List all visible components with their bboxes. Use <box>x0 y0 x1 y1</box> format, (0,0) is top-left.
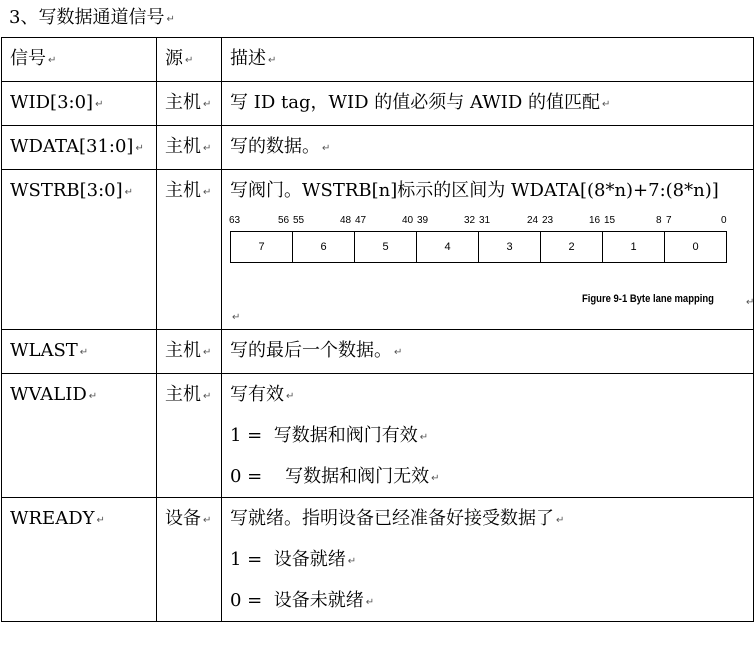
signal-description: 写有效 ↵ 1 = 写数据和阀门有效 ↵ 0 = 写数据和阀门无效 ↵ <box>222 374 754 498</box>
signal-name: WVALID ↵ <box>2 374 157 498</box>
bit-label: 8 <box>656 215 662 226</box>
table-row <box>2 82 754 126</box>
bit-label: 47 <box>355 215 367 226</box>
bit-label: 63 <box>229 215 241 226</box>
signal-description: 写就绪。指明设备已经准备好接受数据了 ↵ 1 = 设备就绪 ↵ 0 = 设备未就绪 ↵ <box>222 498 754 622</box>
section-heading: 3、写数据通道信号 ↵ <box>9 7 175 28</box>
table-row <box>2 126 754 170</box>
figure-caption: Figure 9-1 Byte lane mapping <box>582 293 714 305</box>
bit-label: 23 <box>542 215 554 226</box>
signal-description: 写的数据。 ↵ <box>222 126 754 170</box>
signal-name: WLAST ↵ <box>2 330 157 374</box>
byte-lane: 3 <box>479 232 541 262</box>
byte-lane: 1 <box>603 232 665 262</box>
signal-name: WID[3:0] ↵ <box>2 82 157 126</box>
byte-lane: 4 <box>417 232 479 262</box>
signal-source: 主机 ↵ <box>157 330 222 374</box>
signal-description: 写的最后一个数据。 ↵ <box>222 330 754 374</box>
bit-label: 16 <box>589 215 601 226</box>
signal-name: WDATA[31:0] ↵ <box>2 126 157 170</box>
header-source: 源 ↵ <box>157 38 222 82</box>
signal-table <box>1 37 754 622</box>
byte-lane-figure: 63 56 55 48 47 40 39 32 31 24 23 16 15 8 7 0 7 6 5 4 3 2 1 0 Figure 9-1 Byte lane mapping ↵ ↵ <box>229 215 755 323</box>
signal-name: WSTRB[3:0] ↵ <box>2 170 157 330</box>
header-description: 描述 ↵ <box>222 38 754 82</box>
paragraph-mark: ↵ <box>166 14 175 25</box>
byte-lane: 6 <box>293 232 355 262</box>
bit-label: 31 <box>479 215 491 226</box>
table-header-row <box>2 38 754 82</box>
signal-description: 写阀门。WSTRB[n]标示的区间为 WDATA[(8*n)+7:(8*n)] 63 56 55 48 47 40 39 32 31 24 23 16 15 8 7 0 7 6 5 4 3 2 1 0 Figure 9-1 Byte lane mapping ↵ ↵ <box>222 170 754 330</box>
signal-name: WREADY ↵ <box>2 498 157 622</box>
bit-label: 39 <box>417 215 429 226</box>
byte-lane: 5 <box>355 232 417 262</box>
signal-description: 写 ID tag，WID 的值必须与 AWID 的值匹配 ↵ <box>222 82 754 126</box>
bit-label: 40 <box>402 215 414 226</box>
bit-label: 0 <box>721 215 727 226</box>
byte-lane: 7 <box>231 232 293 262</box>
table-row <box>2 330 754 374</box>
bit-label: 15 <box>604 215 616 226</box>
bit-label: 56 <box>278 215 290 226</box>
signal-source: 主机 ↵ <box>157 126 222 170</box>
signal-source: 设备 ↵ <box>157 498 222 622</box>
bit-label: 24 <box>527 215 539 226</box>
table-row <box>2 498 754 622</box>
byte-lane: 0 <box>692 241 699 253</box>
signal-source: 主机 ↵ <box>157 82 222 126</box>
byte-lane: 2 <box>541 232 603 262</box>
signal-source: 主机 ↵ <box>157 170 222 330</box>
header-signal: 信号 ↵ <box>2 38 157 82</box>
bit-label: 7 <box>666 215 672 226</box>
bit-label: 32 <box>464 215 476 226</box>
signal-source: 主机 ↵ <box>157 374 222 498</box>
table-row <box>2 374 754 498</box>
byte-lane-row <box>230 231 727 263</box>
table-row <box>2 170 754 330</box>
bit-label: 55 <box>293 215 305 226</box>
bit-label: 48 <box>340 215 352 226</box>
